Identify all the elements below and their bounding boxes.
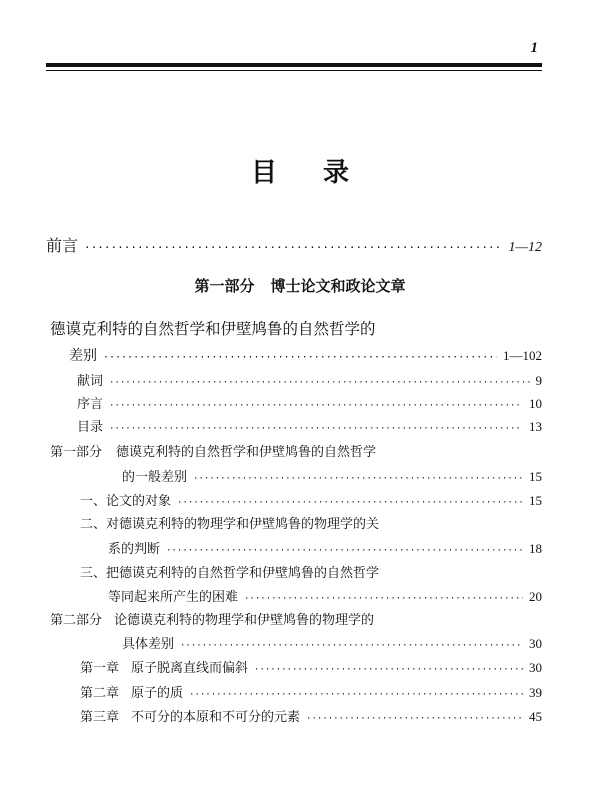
dissertation-title-line1: 德谟克利特的自然哲学和伊壁鸠鲁的自然哲学的	[50, 320, 376, 338]
toc-entry-chapter3[interactable]	[80, 706, 542, 725]
toc-entry-section1[interactable]	[122, 466, 542, 485]
dot-leader	[254, 665, 523, 675]
dot-leader	[109, 378, 529, 388]
dot-leader	[193, 474, 523, 484]
toc-entry-contents[interactable]	[77, 416, 542, 435]
dot-leader	[103, 352, 497, 363]
toc-label: 一、论文的对象	[80, 494, 172, 509]
toc-page: 10	[529, 396, 542, 411]
toc-label	[80, 706, 300, 725]
title-char-2: 录	[323, 158, 350, 188]
dot-leader	[166, 546, 523, 556]
dot-leader	[177, 498, 523, 508]
page-title	[0, 152, 600, 189]
toc-label: 等同起来所产生的困难	[108, 590, 239, 605]
toc-entry-section1-item1[interactable]	[80, 490, 542, 509]
chapter-title: 原子的质	[131, 686, 184, 701]
toc-label	[80, 657, 248, 676]
header-rule-thick	[46, 63, 542, 67]
part-heading	[0, 275, 600, 296]
chapter-number: 第二章	[80, 686, 120, 701]
toc-page: 1—102	[503, 348, 542, 363]
toc-label: 具体差别	[122, 637, 175, 652]
toc-entry-chapter1[interactable]	[80, 657, 542, 676]
toc-page: 30	[529, 636, 542, 651]
toc-label: 的一般差别	[122, 470, 188, 485]
section2-part: 第二部分	[50, 613, 103, 628]
toc-page: 9	[535, 373, 542, 388]
dot-leader	[84, 241, 503, 254]
chapter-number: 第三章	[80, 710, 120, 725]
toc-label: 序言	[77, 397, 104, 412]
toc-page: 1—12	[508, 240, 542, 255]
toc-entry-preface[interactable]	[46, 233, 542, 256]
dot-leader	[244, 594, 523, 604]
toc-entry-chapter2[interactable]	[80, 682, 542, 701]
toc-entry-foreword[interactable]	[77, 393, 542, 412]
section1-item2-line1: 二、对德谟克利特的物理学和伊壁鸠鲁的物理学的关	[80, 517, 380, 532]
dot-leader	[109, 424, 523, 434]
part-heading-number: 第一部分	[194, 277, 255, 295]
toc-label	[80, 682, 183, 701]
dot-leader	[306, 714, 523, 724]
toc-page: 18	[529, 541, 542, 556]
section1-part: 第一部分	[50, 445, 103, 460]
header-rule-thin	[46, 70, 542, 71]
toc-label: 献词	[77, 374, 104, 389]
toc-page: 15	[529, 469, 542, 484]
section1-heading	[50, 441, 376, 460]
toc-label: 系的判断	[108, 542, 161, 557]
dot-leader	[189, 690, 523, 700]
part-heading-name: 博士论文和政论文章	[270, 277, 406, 295]
section2-heading	[50, 609, 374, 628]
section2-title-line1: 论德谟克利特的物理学和伊壁鸠鲁的物理学的	[114, 613, 375, 628]
chapter-title: 不可分的本原和不可分的元素	[131, 710, 301, 725]
page-number: 1	[530, 40, 538, 56]
toc-entry-section1-item3[interactable]	[108, 586, 542, 605]
dot-leader	[109, 401, 523, 411]
toc-label: 前言	[46, 236, 79, 255]
chapter-title: 原子脱离直线而偏斜	[131, 661, 249, 676]
dot-leader	[180, 641, 523, 651]
toc-entry-dedication[interactable]	[77, 370, 542, 389]
toc-page: 13	[529, 419, 542, 434]
toc-entry-section2[interactable]	[122, 633, 542, 652]
toc-page: 20	[529, 589, 542, 604]
chapter-number: 第一章	[80, 661, 120, 676]
toc-page: 30	[529, 660, 542, 675]
toc-page: 39	[529, 685, 542, 700]
title-char-1: 目	[250, 158, 277, 188]
toc-page: 45	[529, 709, 542, 724]
toc-label: 目录	[77, 420, 104, 435]
toc-entry-section1-item2[interactable]	[108, 538, 542, 557]
section1-title-line1: 德谟克利特的自然哲学和伊壁鸠鲁的自然哲学	[116, 445, 377, 460]
toc-label: 差别	[69, 348, 97, 364]
toc-entry-dissertation[interactable]	[69, 345, 542, 365]
section1-item3-line1: 三、把德谟克利特的自然哲学和伊壁鸠鲁的自然哲学	[80, 566, 380, 581]
toc-page: 15	[529, 493, 542, 508]
